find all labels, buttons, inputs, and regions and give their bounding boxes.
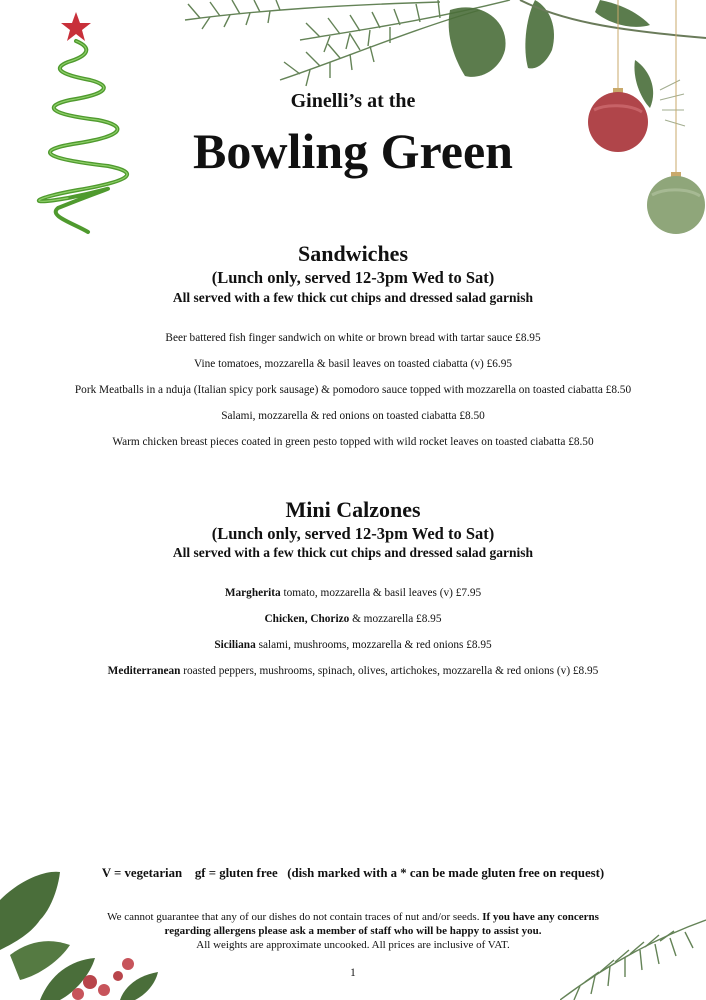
section-subtitle: (Lunch only, served 12-3pm Wed to Sat) xyxy=(211,524,495,543)
item-name: Chicken, Chorizo xyxy=(264,613,350,625)
item-name: Siciliana xyxy=(214,639,256,651)
menu-item: Salami, mozzarella & red onions on toasted ciabatta £8.50 xyxy=(221,410,485,422)
item-desc: tomato, mozzarella & basil leaves (v) £7.95 xyxy=(280,587,482,599)
menu-item xyxy=(0,587,706,599)
allergen-note xyxy=(0,910,706,952)
menu-item xyxy=(0,639,706,651)
item-desc: roasted peppers, mushrooms, spinach, olives, artichokes, mozzarella & red onions (v) £8.95 xyxy=(180,665,599,677)
allergen-note-text: We cannot guarantee that any of our dishes do not contain traces of nut and/or seeds. xyxy=(107,911,483,923)
section-title-calzones: Mini Calzones xyxy=(285,497,421,522)
vat-note: All weights are approximate uncooked. All prices are inclusive of VAT. xyxy=(196,939,510,951)
item-desc: salami, mushrooms, mozzarella & red onions £8.95 xyxy=(255,639,492,651)
section-subtitle-2: All served with a few thick cut chips and dressed salad garnish xyxy=(172,290,534,305)
allergen-note-bold: If you have any concerns xyxy=(482,911,599,923)
dietary-key: V = vegetarian gf = gluten free (dish marked with a * can be made gluten free on request) xyxy=(101,866,605,880)
section-title-sandwiches: Sandwiches xyxy=(297,241,409,266)
item-name: Mediterranean xyxy=(107,665,181,677)
header-subtitle: Ginelli’s at the xyxy=(290,90,416,112)
page-title: Bowling Green xyxy=(193,123,513,179)
menu-item xyxy=(0,613,706,625)
menu-item: Vine tomatoes, mozzarella & basil leaves on toasted ciabatta (v) £6.95 xyxy=(193,358,513,370)
menu-item: Pork Meatballs in a nduja (Italian spicy pork sausage) & pomodoro sauce topped with mozzarella on toasted ciabatta £8.50 xyxy=(74,384,632,396)
item-desc: & mozzarella £8.95 xyxy=(349,613,442,625)
section-subtitle: (Lunch only, served 12-3pm Wed to Sat) xyxy=(211,268,495,287)
section-subtitle-2: All served with a few thick cut chips and dressed salad garnish xyxy=(172,545,534,560)
menu-item xyxy=(0,665,706,677)
menu-item: Beer battered fish finger sandwich on white or brown bread with tartar sauce £8.95 xyxy=(165,332,541,344)
item-name: Margherita xyxy=(224,587,281,599)
menu-item: Warm chicken breast pieces coated in green pesto topped with wild rocket leaves on toasted ciabatta £8.50 xyxy=(112,436,594,448)
allergen-note-bold-2: regarding allergens please ask a member of staff who will be happy to assist you. xyxy=(164,925,542,937)
page-number: 1 xyxy=(350,967,356,979)
bauble-icon xyxy=(580,0,706,240)
